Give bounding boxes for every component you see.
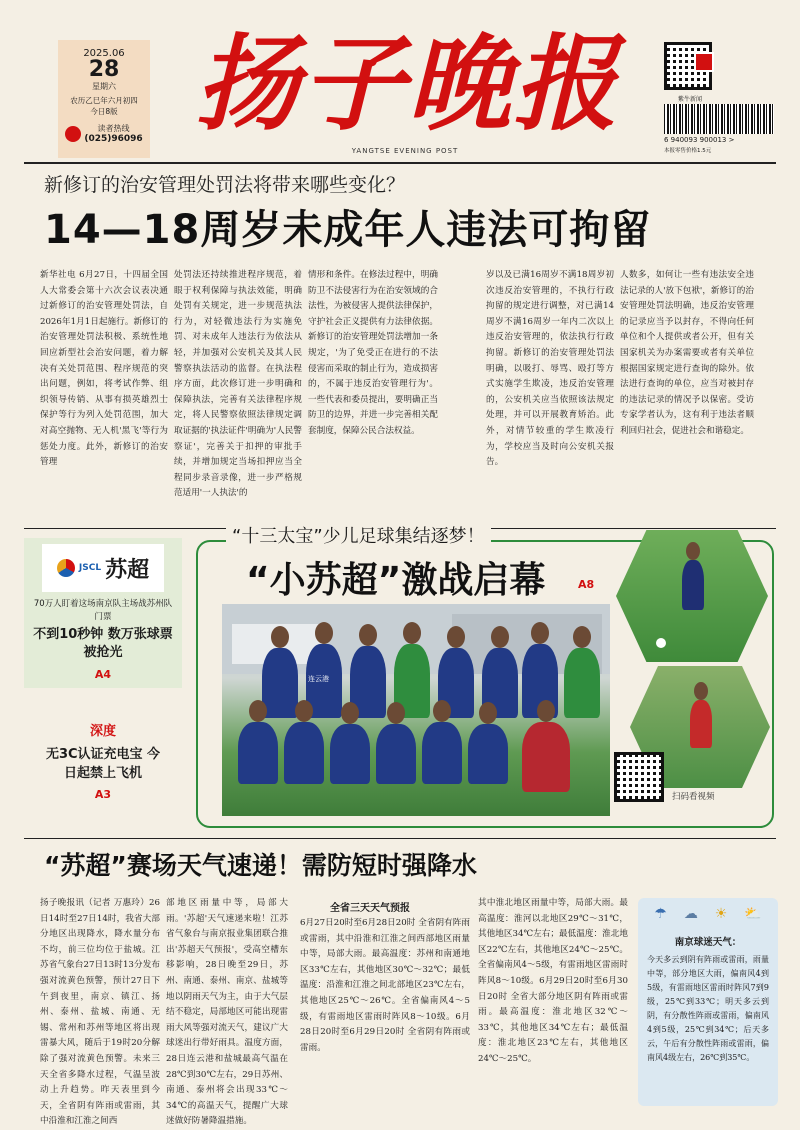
date-box (58, 40, 150, 158)
date-weekday: 星期六 (92, 82, 116, 91)
team-shirt-text: 连云港 (308, 675, 329, 683)
weather-headline: “苏超”赛场天气速递！需防短时强降水 (44, 851, 477, 880)
weather-column-2: 部地区雨量中等，局部大雨。'苏超'天气速递来啦！江苏省气象台与南京报业集团联合推出'苏超天气预报'，受高空槽东移影响，28日晚至29日，苏州、南通、泰州、南京、盐城等地以阴雨天气为主，由于大气层结不稳定，局部地区可能出现雷雨大风等强对流天气，建议广大球迷出行带好雨具。温度方面，28日连云港和盐城最高气温在28℃到30℃左右，29日苏州、南通、泰州将会出现33℃～34℃的高温天气，提醒广大球迷做好防暑降温措施。 (166, 898, 288, 1127)
jscl-logo-text: 苏超 (105, 556, 150, 583)
rain-cloud-icon: ☁ (683, 906, 698, 922)
hotline-label: 读者热线 (97, 124, 130, 133)
nanjing-weather-text: 今天多云到阴有阵雨或雷雨，雨量中等，部分地区大雨，偏南风4到5级，有雷雨地区雷雨时阵风7到9级，25℃到33℃；明天多云到阴，有分散性阵雨或雷雨，偏南风4到5级，25℃到34℃；后天多云，午后有分散性阵雨或雷雨，偏南风4级左右，26℃到35℃。 (647, 955, 769, 1062)
header-qr-caption: 紫牛新闻 (677, 96, 702, 103)
date-day: 28 (88, 57, 120, 82)
promo-suchao-headline: 不到10秒钟 数万张球票被抢光 (33, 627, 173, 660)
masthead-english: YANGTSE EVENING POST (351, 147, 459, 155)
action-photo-top (616, 530, 768, 662)
header-rule (24, 162, 776, 164)
lead-column-5: 人数多，如何让一些有违法安全违法记录的人'放下包袱'，新修订的治安管理处罚法明确，违反治安管理的记录应当予以封存，不得向任何单位和个人提供或者公开，但有关国家机关为办案需要或者有关单位根据国家规定进行查询的除外。依法进行查询的单位，应当对被封存的违法记录的情况予以保密。受访专家学者认为，这有利于违法者顺利回归社会，促进社会和谐稳定。 (620, 270, 754, 436)
weather-column-1: 扬子晚报讯（记者 万惠玲）26日14时至27日14时，我省大部分地区出现降水，降水量分布不均，前三位均位于盐城。江苏省气象台27日13时13分发布强对流黄色预警，预计27日下午到夜里，南京、镇江、扬州、泰州、盐城、南通、无锡、常州和苏州等地区将出现雷暴大风，随后于19时20分解除了强对流黄色预警。未来三天全省多降水过程，气温呈波动上升趋势。昨天表里到今天，全省阴有阵雨或雷雨，其中沿淮和江淮之间西 (40, 898, 160, 1127)
promo-depth-page: A3 (94, 788, 112, 801)
hotline-number: (025)96096 (84, 134, 143, 144)
lead-column-4: 岁以及已满16周岁不满18周岁初次违反治安管理的，不执行行政拘留的规定进行调整，对已满14周岁不满16周岁一年内二次以上违反治安管理的，依法执行行政拘留。新修订的治安管理处罚法明确，以吸打、辱骂、殴打等方式实施学生欺凌，违反治安管理的，公安机关应当依照该法规定处理，并可以开展教育矫治。此外，对情节较重的学生欺凌行为，学校应当及时向公安机关报告。 (486, 270, 614, 468)
lead-column-2: 处罚法还持续推进程序规范，着眼于权利保障与执法效能，明确处罚有关规定，进一步规范执法行为，对轻微违法行为实施免罚、对未成年人违法行为依法从轻，并加强对公安机关及其人民警察执法活动的监督。在执法程序方面，此次修订进一步明确和保障执法，完善有关法律程序规定，将人民警察依照法律规定调取证据的'执法证件'明确为'人民警察证'，完善关于扣押的审批手续，并增加规定当场扣押应当全程同步录音录像，进一步严格规范适用'一人执法'的 (174, 270, 302, 499)
date-lunar: 农历乙巳年六月初四 (70, 96, 138, 105)
nanjing-weather-title: 南京球迷天气： (674, 937, 742, 948)
promo-suchao[interactable] (24, 538, 182, 688)
feature-page: A8 (578, 578, 595, 591)
masthead-title: 扬子晚报 (195, 22, 620, 145)
team-photo (222, 604, 610, 816)
promo-depth-label: 深度 (89, 724, 116, 739)
barcode-number: 6 940093 900013 > (664, 136, 735, 144)
feature-headline: “小苏超”激战启幕 (246, 560, 546, 601)
jscl-logo-icon (57, 559, 75, 577)
weather-column-3: 6月27日20时至6月28日20时 全省阴有阵雨或雷雨，其中沿淮和江淮之间西部地区雨量中等，局部大雨。最高温度：苏州和南通地区33℃左右，其他地区30℃～32℃；最低温度：沿淮和江淮之间北部地区23℃左右，其他地区25℃～26℃。全省偏南风4～5级，有雷雨地区雷雨时阵风8～10级。6月28日20时至6月29日20时 全省阴有阵雨或雷雨。 (300, 918, 470, 1053)
lead-kicker: 新修订的治安管理处罚法将带来哪些变化？ (44, 174, 406, 196)
barcode (664, 104, 774, 134)
jscl-logo-sub: JSCL (78, 563, 102, 573)
weather-column-4: 其中淮北地区雨量中等，局部大雨。最高温度：淮河以北地区29℃～31℃，其他地区34℃左右；最低温度：淮北地区22℃左右，其他地区24℃～25℃。全省偏南风4～5级，有雷雨地区雷雨时阵风8～10级。6月29日20时至6月30日20时 全省大部分地区阴有阵雨或雷雨。最高温度：淮北地区32℃～33℃，其他地区34℃左右；最低温度：淮北地区23℃左右，其他地区24℃～25℃。 (478, 898, 628, 1064)
promo-depth[interactable] (24, 720, 182, 810)
promo-suchao-subline: 70万人盯着这场南京队主场战苏州队门票 (33, 599, 173, 622)
feature-scan-caption: 扫码看视频 (672, 792, 715, 802)
feature-qr-code[interactable] (614, 752, 664, 802)
sun-icon: ☀ (714, 906, 728, 922)
date-pages: 今日8版 (90, 107, 118, 116)
header-qr-badge (694, 52, 714, 72)
date-year-month: 2025.06 (83, 48, 125, 59)
weather-forecast-title: 全省三天天气预报 (330, 903, 410, 914)
partly-cloudy-icon: ⛅ (744, 906, 762, 922)
umbrella-icon: ☂ (654, 906, 667, 922)
section-rule-2 (24, 838, 776, 839)
promo-suchao-page: A4 (94, 668, 112, 681)
lead-headline: 14—18周岁未成年人违法可拘留 (44, 207, 652, 253)
price-note: 本报零售价格1.5元 (664, 148, 712, 154)
promo-depth-headline: 无3C认证充电宝 今日起禁上飞机 (45, 747, 161, 781)
lead-column-1: 新华社电 6月27日，十四届全国人大常委会第十六次会议表决通过新修订的治安管理处罚法，自2026年1月1日起施行。新修订的治安管理处罚法积极、系统性地回应新型社会治安问题，着力解决有关处罚范围、程序规范的突出问题，例如，将考试作弊、组织领导传销、从事有损英雄烈士保护等行为列入处罚范围，加大对高空抛物、无人机'黑飞'等行为惩处力度。此外，新修订的治安管理 (40, 270, 168, 468)
hotline-icon (65, 126, 81, 142)
feature-kicker: “十三太宝”少儿足球集结逐梦！ (226, 522, 491, 548)
nanjing-weather-box (638, 898, 778, 1106)
lead-column-3: 情形和条件。在修法过程中，明确防卫不法侵害行为在治安领域的合法性，为被侵害人提供法律保护，守护社会正义提供有力法律依据。新修订的治安管理处罚法增加一条规定，'为了免受正在进行的不法侵害而采取的制止行为，造成损害的，不属于违反治安管理行为'。一些代表和委员提出，要明确正当防卫的边界，并进一步完善相关配套制度，保障公民合法权益。 (308, 270, 438, 436)
